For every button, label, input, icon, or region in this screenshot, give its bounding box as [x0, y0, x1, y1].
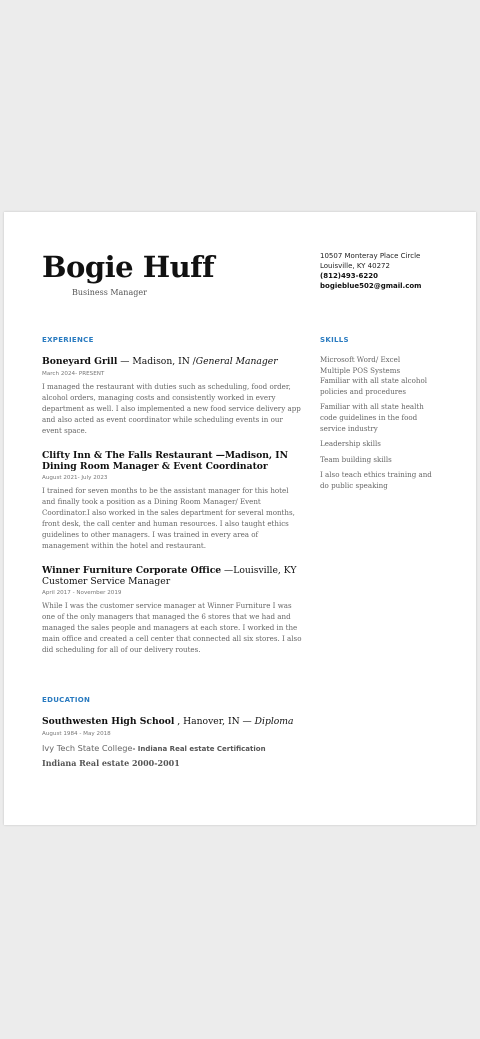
real-estate-line: Indiana Real estate 2000-2001	[42, 758, 180, 768]
skill-item: Microsoft Word/ Excel Multiple POS Systems Familiar with all state alcohol policies and procedures	[320, 355, 427, 396]
job-1-header	[42, 356, 304, 367]
school-degree: Diploma	[254, 716, 294, 727]
job-3-role: Customer Service Manager	[42, 576, 171, 587]
job-2-header	[42, 450, 304, 472]
job-3-description: While I was the customer service manager at Winner Furniture I was one of the only managers that managed the 6 stores that we had and managed the sales people and managers at each store. I worked in the main office and created a cell center that connected all six stores. I also did scheduling for all of our delivery routes.	[42, 601, 302, 654]
contact-block	[320, 251, 421, 291]
job-2-company: Clifty Inn & The Falls Restaurant —Madison, IN	[42, 450, 289, 461]
job-2-dates: August 2021- July 2023	[42, 475, 108, 481]
skill-item: Team building skills	[320, 454, 392, 464]
college-certification: - Indiana Real estate Certification	[132, 745, 266, 753]
resume-title: Business Manager	[72, 288, 147, 297]
job-1-role: General Manager	[195, 356, 278, 367]
job-2-role: Dining Room Manager & Event Coordinator	[42, 461, 268, 472]
email-address: bogieblue502@gmail.com	[320, 282, 422, 290]
skill-item: I also teach ethics training and do public speaking	[320, 470, 432, 490]
job-3-company: Winner Furniture Corporate Office	[42, 565, 222, 576]
job-1-description: I managed the restaurant with duties such as scheduling, food order, alcohol orders, managing costs and consistently worked in every department as well. I also implemented a new food service delivery app and also acted as event coordinator while scheduling events in our event space.	[42, 382, 301, 435]
resume-page	[4, 212, 476, 825]
phone-number: (812)493-6220	[320, 272, 379, 280]
address-line-2: Louisville, KY 40272	[320, 262, 390, 270]
experience-heading: EXPERIENCE	[42, 336, 94, 344]
education-school	[42, 716, 304, 727]
job-3-header	[42, 565, 304, 587]
skill-item: Familiar with all state health code guidelines in the food service industry	[320, 402, 424, 433]
education-heading: EDUCATION	[42, 696, 91, 704]
school-name: Southwesten High School	[42, 716, 175, 727]
skills-list	[320, 355, 432, 497]
job-1-dates: March 2024- PRESENT	[42, 371, 105, 377]
address-line-1: 10507 Monteray Place Circle	[320, 252, 421, 260]
job-1-company: Boneyard Grill	[42, 356, 118, 367]
job-3-location: —Louisville, KY	[221, 565, 297, 576]
skill-item: Leadership skills	[320, 439, 381, 449]
school-location: , Hanover, IN —	[174, 716, 255, 727]
college-name: Ivy Tech State College	[42, 743, 133, 753]
skills-heading: SKILLS	[320, 336, 349, 344]
education-dates: August 1984 - May 2018	[42, 731, 111, 737]
resume-name: Bogie Huff	[42, 250, 215, 284]
job-2-description: I trained for seven months to be the assistant manager for this hotel and finally took a position as a Dining Room Manager/ Event Coordinator.I also worked in the sales department for several months, front desk, the call center and human resources. I also taught ethics guidelines to other managers. I was trained in every area of management within the hotel and restaurant.	[42, 486, 295, 550]
job-1-location: — Madison, IN /	[117, 356, 196, 367]
college-line	[42, 743, 266, 753]
job-3-dates: April 2017 - November 2019	[42, 590, 122, 596]
